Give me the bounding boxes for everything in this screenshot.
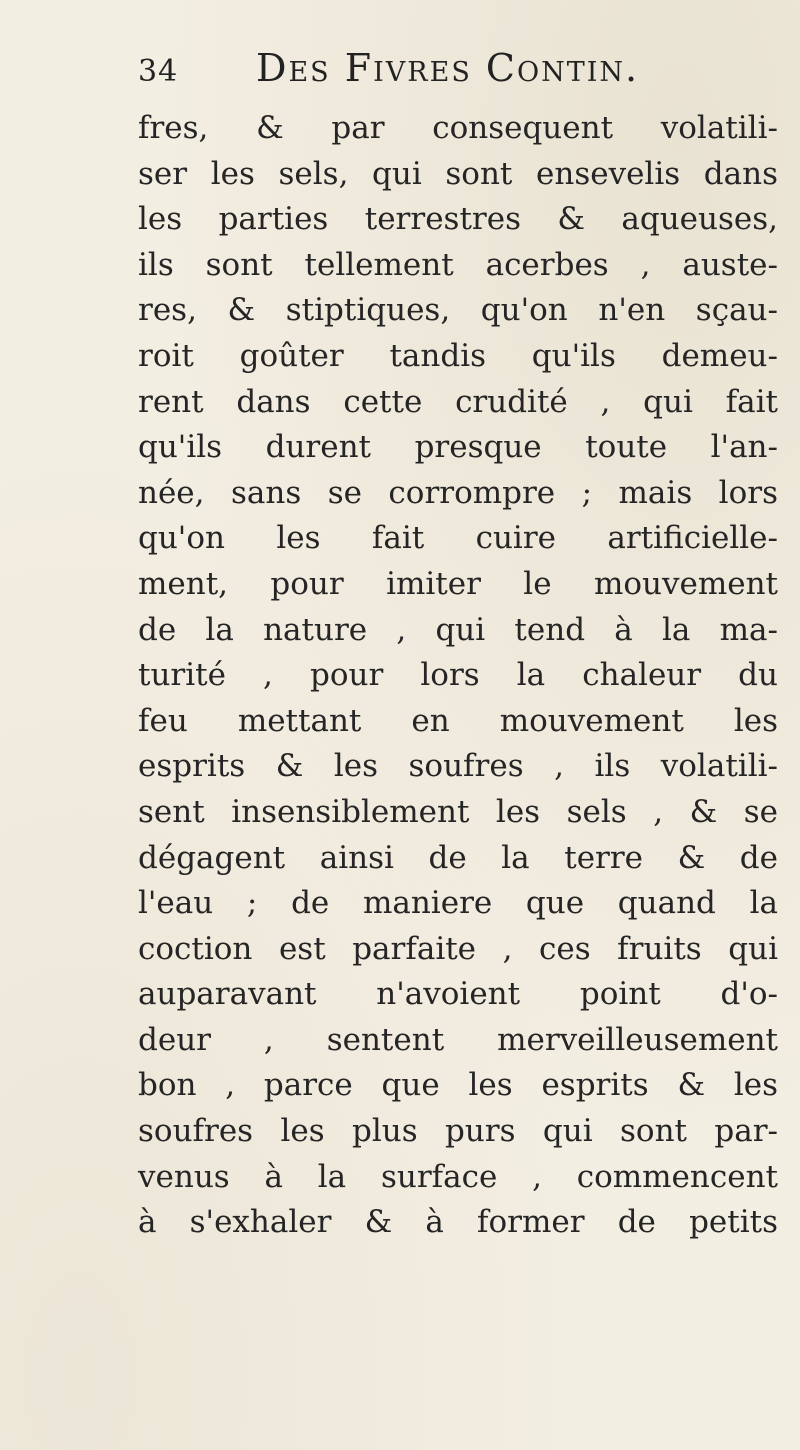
text-line: sent insensiblement les sels , & se xyxy=(138,793,778,830)
text-line: venus à la surface , commencent xyxy=(138,1158,778,1195)
text-line: fres, & par consequent volatili- xyxy=(138,110,778,146)
text-line: née, sans se corrompre ; mais lors xyxy=(138,474,778,511)
running-title: Des Fivres Contin. xyxy=(256,46,640,90)
text-line: qu'on les fait cuire artificielle- xyxy=(138,520,778,557)
text-line: bon , parce que les esprits & les xyxy=(138,1067,778,1104)
text-line: esprits & les soufres , ils volatili- xyxy=(138,748,778,785)
text-line: coction est parfaite , ces fruits qui xyxy=(138,930,778,967)
text-line: ser les sels, qui sont ensevelis dans xyxy=(138,155,778,192)
text-line: res, & stiptiques, qu'on n'en sçau- xyxy=(138,292,778,329)
page-number: 34 xyxy=(138,54,179,89)
text-line: deur , sentent merveilleusement xyxy=(138,1021,778,1058)
text-line: qu'ils durent presque toute l'an- xyxy=(138,429,778,466)
text-line: les parties terrestres & aqueuses, xyxy=(138,201,778,238)
text-line: ment, pour imiter le mouvement xyxy=(138,565,778,602)
body-text xyxy=(138,106,778,1246)
running-head xyxy=(138,44,778,100)
text-line: ils sont tellement acerbes , auste- xyxy=(138,246,778,283)
text-line: de la nature , qui tend à la ma- xyxy=(138,611,778,648)
text-line: dégagent ainsi de la terre & de xyxy=(138,839,778,876)
text-line: auparavant n'avoient point d'o- xyxy=(138,976,778,1013)
text-line: l'eau ; de maniere que quand la xyxy=(138,885,778,922)
text-line: soufres les plus purs qui sont par- xyxy=(138,1113,778,1150)
text-line: turité , pour lors la chaleur du xyxy=(138,657,778,694)
text-line: roit goûter tandis qu'ils demeu- xyxy=(138,337,778,374)
text-line: à s'exhaler & à former de petits xyxy=(138,1204,778,1241)
text-line: feu mettant en mouvement les xyxy=(138,702,778,739)
text-line: rent dans cette crudité , qui fait xyxy=(138,383,778,420)
